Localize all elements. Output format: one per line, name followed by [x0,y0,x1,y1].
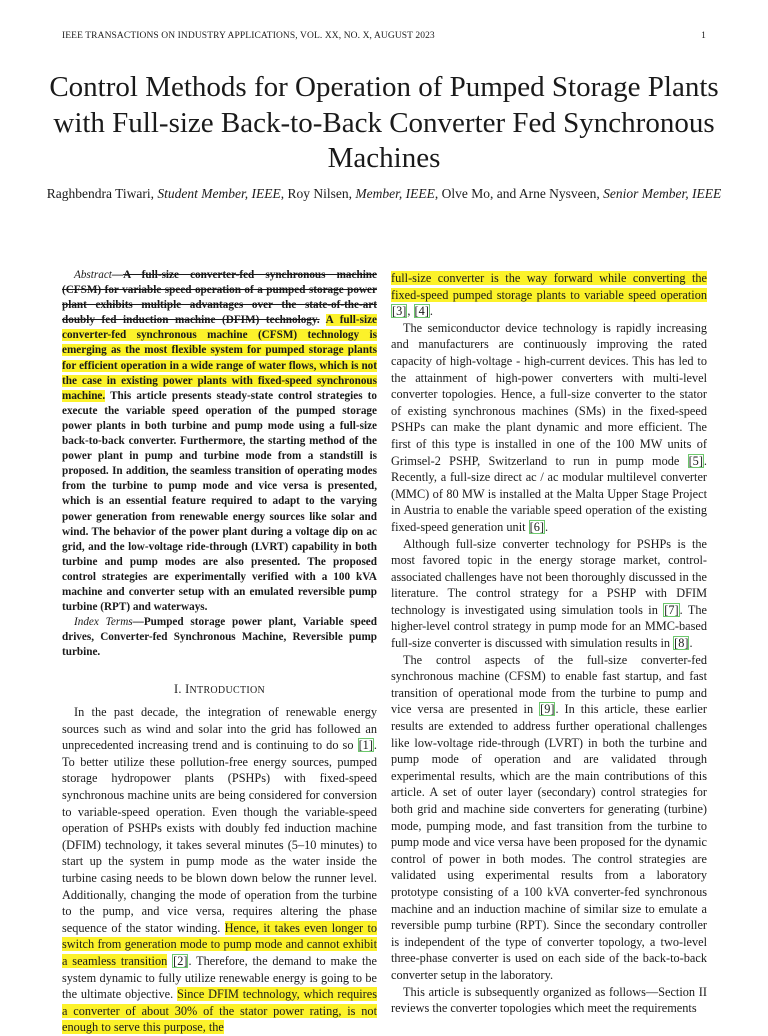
body-paragraph: The control aspects of the full-size converter-fed synchronous machine (CFSM) to enable fast startup, and fast transition of operational mode from the turbine to pump and vice versa are presented in [9]. In this article, these earlier results are extended to address further operational challenges like low-voltage ride-through (LVRT) in both the turbine and pump mode of operation and are validated through experimental results, which are the main contributions of this article. A set of outer layer (secondary) control strategies for both grid and machine side converters for generating (turbine) mode, pumping mode, and fast transition from the turbine to pump mode and vice versa have been proposed for the dynamic control of power in both modes. The control strategies are validated using experimental results from a laboratory prototype consisting of a 100 kVA converter-fed synchronous machine and an induction machine of similar size to emulate a reversible pump turbine (RPT). Since the secondary controller is independent of the type of converter topology, a two-level three-phase converter is used on each side of the back-to-back converter setup in the laboratory. [391,652,707,982]
citation-link-6[interactable]: [6] [529,519,544,534]
highlighted-text[interactable]: Hence, it takes even longer to switch from generation mode to pump mode and cannot exhibit a seamless transition [62,920,378,968]
right-paragraph-continued: full-size converter is the way forward while converting the fixed-speed pumped storage plants to variable speed operation [3], [4]. [391,271,707,319]
index-terms-text: Pumped storage power plant, Variable speed drives, Converter-fed Synchronous Machine, Reversible pump turbine. [62,616,377,659]
paper-title: Control Methods for Operation of Pumped Storage Plants with Full-size Back-to-Back Converter Fed Synchronous Machines [49,71,719,174]
author-1-role: Student Member, IEEE [157,186,281,201]
citation-link-3[interactable]: [3] [392,304,407,319]
abstract-body: This article presents steady-state control strategies to execute the variable speed operation of the pumped storage power plants in both turbine and pump mode using a full-size back-to-back converter. Furthermore, the starting method of the power plant in pump and turbine mode from a standstill is proposed. In addition, the seamless transition of operating modes from the turbine to pump mode and vice versa is presented, which is an essential feature required to adapt to the varying power generation from renewable energy sources like solar and wind. The behavior of the power plant during a voltage dip on ac grid, and the low-voltage ride-through (LVRT) capability in both turbine and pump modes are also presented. The proposed control strategies are experimentally verified with a 100 kVA machine and converter setup with an emulated reversible pump turbine (RPT) and waterways. [62,389,377,614]
citation-link-5[interactable]: [5] [688,453,703,468]
citation-link-4[interactable]: [4] [414,304,429,319]
right-column [391,270,707,1017]
abstract-struck-text: A full-size converter-fed synchronous machine (CFSM) for variable speed operation of a pumped storage power plant exhibits multiple advantages over the state-of-the-art doubly fed induction machine (DFIM) technology. [62,269,377,327]
highlighted-text[interactable]: full-size converter is the way forward while converting the fixed-speed pumped storage plants to variable speed operation [391,271,707,302]
body-paragraph: The semiconductor device technology is rapidly increasing and manufacturers are continuously improving the rated capacity of high-voltage - high-current devices. This has led to the attainment of high-power converters with multi-level converter topologies. Hence, a full-size converter to the stator of existing synchronous machines (SMs) in the fixed-speed PSHPs can make the plant dynamic and more efficient. The first of this type is installed in one of the 100 MW units of Grimsel-2 PSHP, Switzerland to run in pump mode [5]. Recently, a full-size direct ac / ac modular multilevel converter (MMC) of 80 MW is installed at the Malta Upper Stage Project in Austria to enable the variable speed operation of the existing fixed-speed generation unit [6]. [391,320,707,534]
citation-link-1[interactable]: [1] [358,738,373,753]
running-header [62,31,706,41]
journal-line: IEEE TRANSACTIONS ON INDUSTRY APPLICATIONS, VOL. XX, NO. X, AUGUST 2023 [62,31,435,41]
index-terms: Index Terms—Pumped storage power plant, Variable speed drives, Converter-fed Synchronous Machine, Reversible pump turbine. [62,616,377,659]
citation-link-9[interactable]: [9] [540,702,555,717]
page-number: 1 [701,31,706,41]
intro-paragraph-1: In the past decade, the integration of renewable energy sources such as wind and solar into the grid has followed an unprecedented increasing trend and is continuing to do so [1]. To better utilize these pollution-free energy sources, pumped storage hydropower plants (PSHPs) with fixed-speed synchronous machine units are being considered for conversion to variable-speed operation. Even though the variable-speed operation of PSHPs exists with doubly fed induction machine (DFIM) technology, it takes several minutes (5–10 minutes) to start up the system in pump mode as the water inside the turbine casing needs to be blown down below the runner level. Additionally, changing the mode of operation from the turbine to the pump, and vice versa, requires altering the phase sequence of the stator winding. Hence, it takes even longer to switch from generation mode to pump mode and cannot exhibit a seamless transition [2]. Therefore, the demand to make the system dynamic to fully utilize renewable energy is going to be the ultimate objective. Since DFIM technology, which requires a converter of about 30% of the stator power rating, is not enough to serve this purpose, the [62,705,378,1035]
author-2: , Roy Nilsen, [280,186,356,201]
left-column [62,268,377,1036]
abstract-highlighted-text[interactable]: A full-size converter-fed synchronous machine (CFSM) technology is emerging as the most flexible system for pumped storage plants for efficient operation in a wide range of water flows, which is not the case in existing power plants with fixed-speed synchronous machine. [62,314,377,402]
citation-link-7[interactable]: [7] [664,602,679,617]
citation-link-2[interactable]: [2] [173,953,188,968]
abstract-label: Abstract [74,269,112,281]
body-paragraph: This article is subsequently organized as follows—Section II reviews the converter topologies which meet the requirements [391,984,707,1016]
index-terms-label: Index Terms [74,616,133,629]
highlighted-text[interactable]: Since DFIM technology, which requires a converter of about 30% of the stator power rating, is not enough to serve this purpose, the [62,987,378,1035]
author-3-4-role: Senior Member, IEEE [603,186,722,201]
author-2-role: Member, IEEE [355,186,435,201]
author-list [40,185,728,204]
abstract: Abstract—A full-size converter-fed synchronous machine (CFSM) for variable speed operation of a pumped storage power plant exhibits multiple advantages over the state-of-the-art doubly fed induction machine (DFIM) technology. A full-size converter-fed synchronous machine (CFSM) technology is emerging as the most flexible system for pumped storage plants for efficient operation in a wide range of water flows, which is not the case in existing power plants with fixed-speed synchronous machine. This article presents steady-state control strategies to execute the variable speed operation of the pumped storage power plants in both turbine and pump mode using a full-size back-to-back converter. Furthermore, the starting method of the power plant in pump and turbine mode from a standstill is proposed. In addition, the seamless transition of operating modes from the turbine to pump mode and vice versa is presented, which is an essential feature required to adapt to the varying power generation from renewable energy sources like solar and wind. The behavior of the power plant during a voltage dip on ac grid, and the low-voltage ride-through (LVRT) capability in both turbine and pump modes are also presented. The proposed control strategies are experimentally verified with a 100 kVA machine and converter setup with an emulated reversible pump turbine (RPT) and waterways. [62,269,377,614]
body-paragraph: Although full-size converter technology for PSHPs is the most favored topic in the energy storage market, control-associated challenges have not been thoroughly discussed in the literature. The control strategy for a PSHP with DFIM technology is investigated using simulation tools in [7]. The higher-level control strategy in pump mode for an MMC-based full-size converter is discussed with simulation results in [8]. [391,536,708,651]
author-3-4: , Olve Mo, and Arne Nysveen, [434,186,604,201]
section-heading-introduction: I. INTRODUCTION [173,682,266,697]
citation-link-8[interactable]: [8] [674,636,689,651]
author-1: Raghbendra Tiwari, [46,186,158,201]
